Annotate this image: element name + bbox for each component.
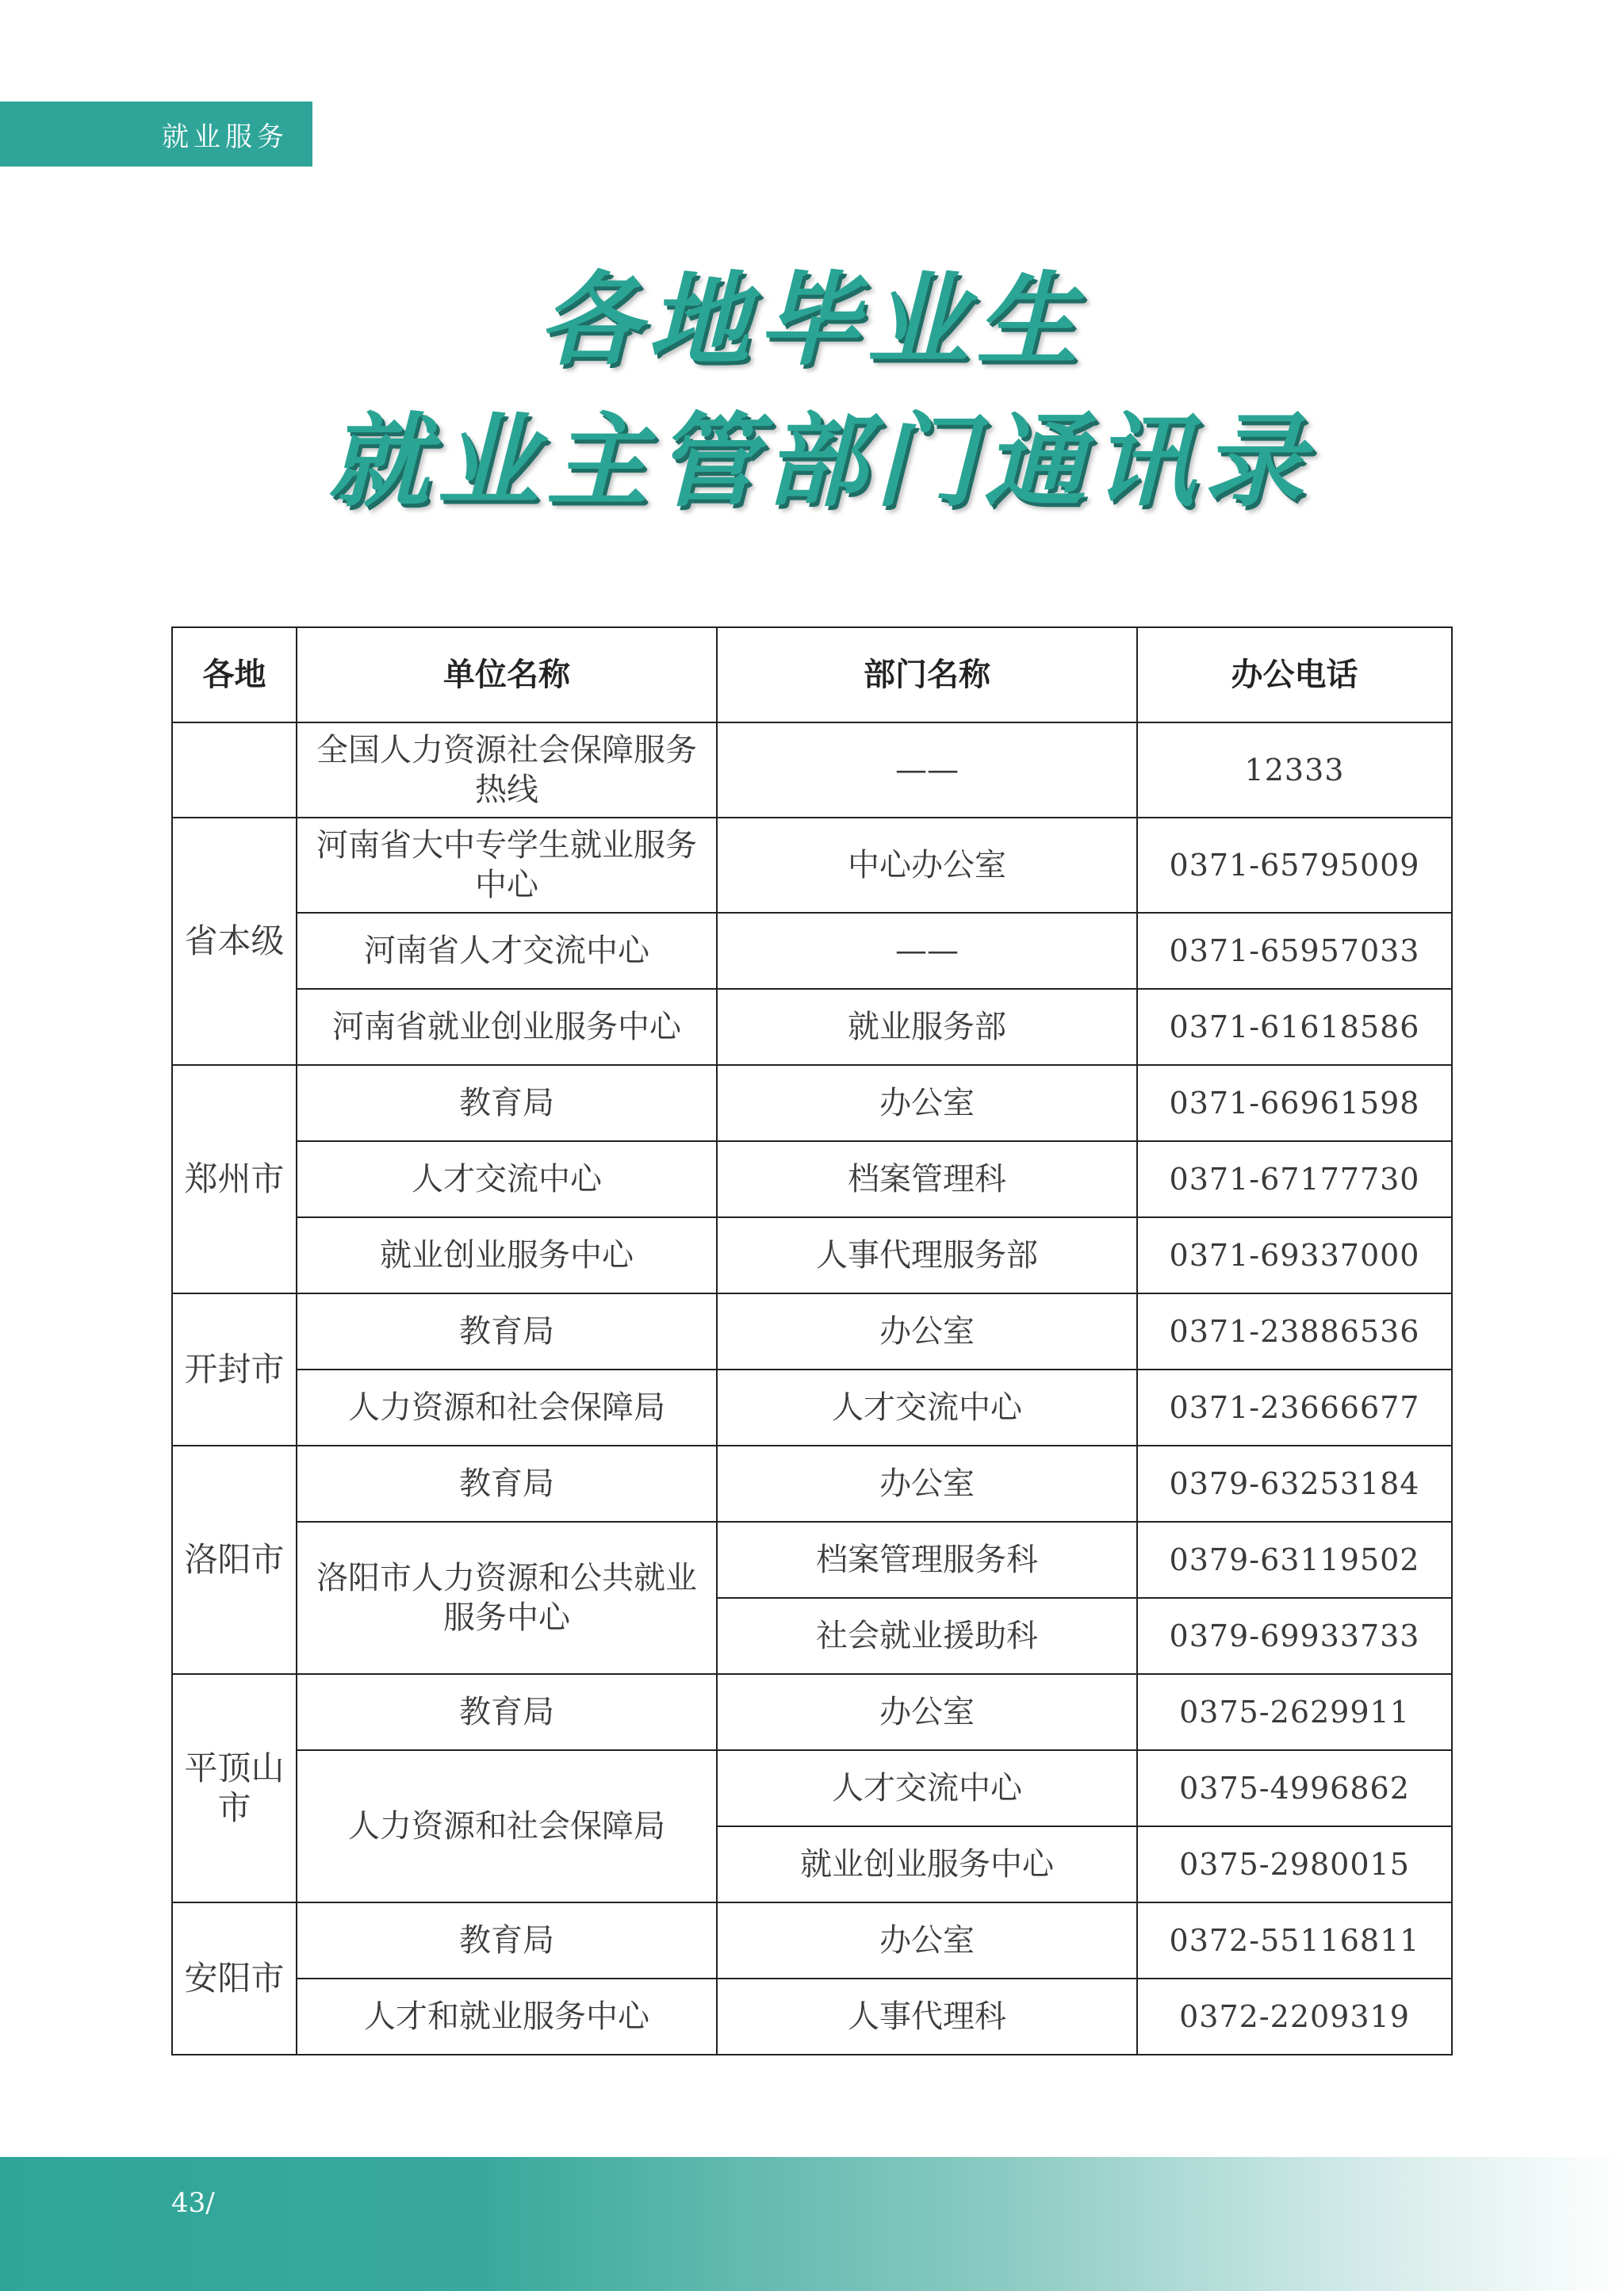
table-row xyxy=(172,1979,1452,2055)
phone-cell: 0379-69933733 xyxy=(1137,1598,1452,1674)
phone-cell: 0375-2980015 xyxy=(1137,1826,1452,1902)
page-number: 43/ xyxy=(171,2187,215,2219)
table-header-row xyxy=(172,627,1452,722)
table-row xyxy=(172,1750,1452,1826)
phone-cell: 0375-2629911 xyxy=(1137,1674,1452,1750)
phone-cell: 0379-63119502 xyxy=(1137,1522,1452,1598)
region-cell: 郑州市 xyxy=(172,1065,297,1293)
dept-cell: 档案管理服务科 xyxy=(717,1522,1137,1598)
dept-cell: 就业创业服务中心 xyxy=(717,1826,1137,1902)
header-unit: 单位名称 xyxy=(297,627,717,722)
dept-cell: 办公室 xyxy=(717,1674,1137,1750)
phone-cell: 0371-66961598 xyxy=(1137,1065,1452,1141)
phone-cell: 0371-65957033 xyxy=(1137,913,1452,989)
table-row xyxy=(172,722,1452,818)
dept-cell: 人事代理服务部 xyxy=(717,1217,1137,1293)
dept-cell: 社会就业援助科 xyxy=(717,1598,1137,1674)
dept-cell: 办公室 xyxy=(717,1293,1137,1370)
table-row xyxy=(172,1217,1452,1293)
section-tab xyxy=(0,102,312,167)
unit-cell: 教育局 xyxy=(297,1065,717,1141)
table-row xyxy=(172,1902,1452,1979)
unit-cell: 全国人力资源社会保障服务热线 xyxy=(297,722,717,818)
unit-cell: 教育局 xyxy=(297,1446,717,1522)
phone-cell: 0371-69337000 xyxy=(1137,1217,1452,1293)
header-phone: 办公电话 xyxy=(1137,627,1452,722)
unit-cell: 洛阳市人力资源和公共就业服务中心 xyxy=(297,1522,717,1674)
dept-cell: 中心办公室 xyxy=(717,818,1137,913)
unit-cell: 教育局 xyxy=(297,1902,717,1979)
dept-cell: 人才交流中心 xyxy=(717,1750,1137,1826)
page-title-line2: 就业主管部门通讯录 xyxy=(327,403,1312,521)
dept-cell: 人事代理科 xyxy=(717,1979,1137,2055)
phone-cell: 0375-4996862 xyxy=(1137,1750,1452,1826)
region-cell: 安阳市 xyxy=(172,1902,297,2055)
table-row xyxy=(172,1141,1452,1217)
region-cell: 洛阳市 xyxy=(172,1446,297,1674)
phone-cell: 0372-2209319 xyxy=(1137,1979,1452,2055)
unit-cell: 河南省大中专学生就业服务中心 xyxy=(297,818,717,913)
footer-bar xyxy=(0,2157,1624,2291)
table-row xyxy=(172,1370,1452,1446)
unit-cell: 人力资源和社会保障局 xyxy=(297,1370,717,1446)
unit-cell: 河南省就业创业服务中心 xyxy=(297,989,717,1065)
dept-cell: 办公室 xyxy=(717,1902,1137,1979)
unit-cell: 河南省人才交流中心 xyxy=(297,913,717,989)
section-label: 就业服务 xyxy=(162,121,289,153)
region-cell: 省本级 xyxy=(172,818,297,1065)
table-row xyxy=(172,818,1452,913)
table-row xyxy=(172,1674,1452,1750)
phone-cell: 0371-23666677 xyxy=(1137,1370,1452,1446)
dept-cell: 办公室 xyxy=(717,1446,1137,1522)
dept-cell: 档案管理科 xyxy=(717,1141,1137,1217)
region-cell: 平顶山市 xyxy=(172,1674,297,1902)
table-row xyxy=(172,913,1452,989)
unit-cell: 人力资源和社会保障局 xyxy=(297,1750,717,1902)
phone-cell: 0371-65795009 xyxy=(1137,818,1452,913)
region-cell xyxy=(172,722,297,818)
dept-cell: —— xyxy=(717,722,1137,818)
contact-directory-table xyxy=(171,626,1453,2055)
dept-cell: 人才交流中心 xyxy=(717,1370,1137,1446)
dept-cell: 就业服务部 xyxy=(717,989,1137,1065)
phone-cell: 0379-63253184 xyxy=(1137,1446,1452,1522)
dept-cell: —— xyxy=(717,913,1137,989)
phone-cell: 0371-67177730 xyxy=(1137,1141,1452,1217)
table-row xyxy=(172,1522,1452,1598)
table-row xyxy=(172,989,1452,1065)
unit-cell: 教育局 xyxy=(297,1293,717,1370)
header-region: 各地 xyxy=(172,627,297,722)
table-row xyxy=(172,1065,1452,1141)
unit-cell: 人才交流中心 xyxy=(297,1141,717,1217)
unit-cell: 人才和就业服务中心 xyxy=(297,1979,717,2055)
table-row xyxy=(172,1446,1452,1522)
page-title-line1: 各地毕业生 xyxy=(538,262,1086,380)
region-cell: 开封市 xyxy=(172,1293,297,1446)
unit-cell: 就业创业服务中心 xyxy=(297,1217,717,1293)
dept-cell: 办公室 xyxy=(717,1065,1137,1141)
phone-cell: 0372-55116811 xyxy=(1137,1902,1452,1979)
phone-cell: 0371-23886536 xyxy=(1137,1293,1452,1370)
header-dept: 部门名称 xyxy=(717,627,1137,722)
unit-cell: 教育局 xyxy=(297,1674,717,1750)
phone-cell: 12333 xyxy=(1137,722,1452,818)
phone-cell: 0371-61618586 xyxy=(1137,989,1452,1065)
table-row xyxy=(172,1293,1452,1370)
